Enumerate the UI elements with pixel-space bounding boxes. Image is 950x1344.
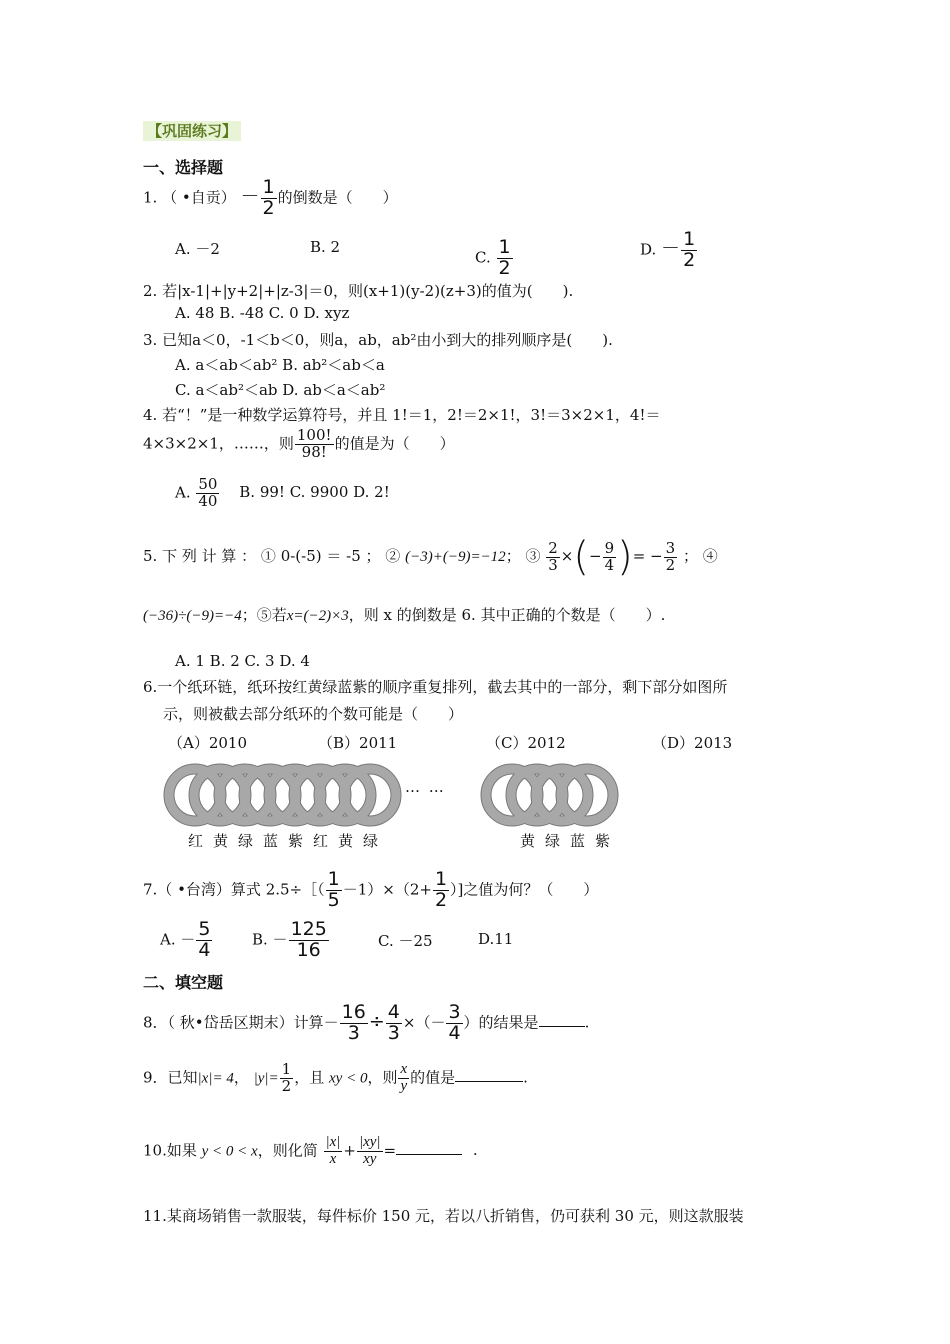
option-c: C. $\frac{1}{2}$ <box>475 236 511 279</box>
answer-blank <box>539 1026 585 1027</box>
question-3-options-2: C. a＜ab²＜ab D. ab＜a＜ab² <box>175 381 386 399</box>
question-2: 2. 若|x-1|+|y+2|+|z-3|＝0，则(x+1)(y-2)(z+3)的值为( ). <box>143 282 574 300</box>
question-6-line2: 示，则被截去部分纸环的个数可能是（ ） <box>163 705 464 723</box>
section-tag <box>143 120 241 141</box>
option-a: A. －2 <box>175 240 220 258</box>
question-1: 1. （ •自贡） － $\frac{1}{2}$ 的倒数是（ ） <box>143 176 398 219</box>
question-3: 3. 已知a＜0，-1＜b＜0，则a，ab，ab²由小到大的排列顺序是( ). <box>143 331 613 349</box>
question-3-options-1: A. a＜ab＜ab² B. ab²＜ab＜a <box>175 356 385 374</box>
question-6-line1: 6.一个纸环链，纸环按红黄绿蓝紫的顺序重复排列，截去其中的一部分，剩下部分如图所 <box>143 678 728 696</box>
question-8: 8．（ 秋•岱岳区期末）计算－ $\frac{16}{3}$ ÷ $\frac{4}{3}$ ×（－ $\frac{3}{4}$ ）的结果是 . <box>143 1001 590 1044</box>
ring-chain-figure <box>160 762 630 832</box>
question-5-options: A. 1 B. 2 C. 3 D. 4 <box>175 652 310 670</box>
option-b: B. 2 <box>310 238 341 256</box>
option-d: D. － $\frac{1}{2}$ <box>640 228 696 271</box>
fraction: $\frac{1}{2}$ <box>262 176 275 219</box>
question-11: 11.某商场销售一款服装，每件标价 150 元，若以八折销售，仍可获利 30 元，则这款服装 <box>143 1207 744 1225</box>
question-4-line1: 4. 若“！”是一种数学运算符号，并且 1!＝1，2!＝2×1!，3!＝3×2×1，4!＝ <box>143 406 661 424</box>
part2-title: 二、填空题 <box>143 973 224 992</box>
section-tag-label: 【巩固练习】 <box>143 121 241 141</box>
question-6-option-d: （D）2013 <box>652 734 733 752</box>
question-2-options: A. 48 B. -48 C. 0 D. xyz <box>175 304 350 322</box>
ring-labels-left: 红 黄 绿 蓝 紫 红 黄 绿 <box>187 832 378 850</box>
question-9: 9．已知|x|= 4， |y|= $\frac{1}{2}$ ，且 xy < 0，则 $\frac{x}{y}$ 的值是 . <box>143 1060 528 1095</box>
option-d: D.11 <box>478 930 514 948</box>
question-10: 10.如果 y < 0 < x，则化简 $\frac{|x|}{x}$ + $\frac{|xy|}{xy}$ = . <box>143 1134 478 1167</box>
option-c: C. －25 <box>378 932 433 950</box>
option-b: B. － $\frac{125}{16}$ <box>252 918 327 961</box>
ring-chain-right <box>486 769 613 821</box>
answer-blank <box>455 1081 523 1082</box>
question-6-option-a: （A）2010 <box>168 734 248 752</box>
question-5-line1: 5. 下 列 计 算 ： ① 0-(-5) ＝ -5 ； ② (−3)+(−9)=−12； ③ $\frac{2}{3}$ ×(− $\frac{9}{4}$ )= − $\frac{3}{2}$ ； ④ <box>143 534 718 580</box>
question-4-line2: 4×3×2×1，……，则 $\frac{100!}{98!}$ 的值是为（ ） <box>143 426 455 461</box>
ring-labels-right: 黄 绿 蓝 紫 <box>519 832 610 850</box>
answer-blank <box>396 1154 462 1155</box>
ring-ellipsis: … … <box>405 778 446 796</box>
question-5-line2: (−36)÷(−9)=−4；⑤若x=(−2)×3，则 x 的倒数是 6. 其中正确的个数是（ ）. <box>143 606 666 624</box>
question-4-options: A. $\frac{50}{40}$ B. 99! C. 9900 D. 2! <box>175 475 390 510</box>
question-7: 7.（ •台湾）算式 2.5÷［（ $\frac{1}{5}$ －1）×（2+ $\frac{1}{2}$ ）]之值为何？（ ） <box>143 868 599 911</box>
part1-title: 一、选择题 <box>143 158 224 177</box>
question-6-option-c: （C）2012 <box>486 734 566 752</box>
ring-chain-left-fill <box>169 769 396 821</box>
question-6-option-b: （B）2011 <box>318 734 398 752</box>
option-a: A. － $\frac{5}{4}$ <box>160 918 211 961</box>
